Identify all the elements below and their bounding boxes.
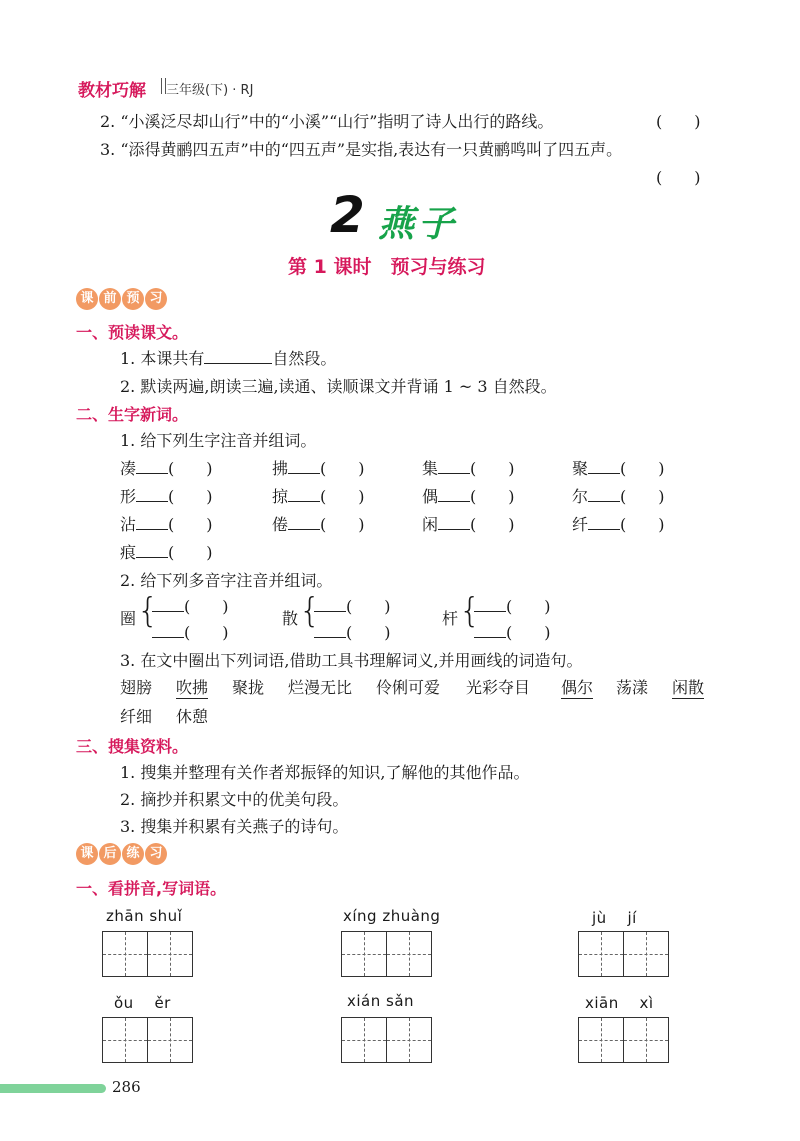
pinyin-prompt: xíng zhuàng: [343, 907, 441, 925]
char-item: [120, 540, 213, 563]
vocab-word: 荡漾: [616, 678, 649, 697]
grid-cell[interactable]: [386, 931, 432, 977]
poly-slot: [474, 594, 551, 617]
grid-cell[interactable]: [341, 931, 387, 977]
word-paren[interactable]: ( ): [320, 487, 365, 506]
vocab-word: 聚拢: [232, 678, 265, 697]
vocab-word: 伶俐可爱: [376, 678, 441, 697]
pinyin-blank[interactable]: [314, 597, 346, 612]
char-item: [572, 512, 665, 535]
grid-cell[interactable]: [623, 1017, 669, 1063]
char-item: [572, 484, 665, 507]
writing-grid[interactable]: [341, 1017, 431, 1063]
sec2-q3: 3. 在文中圈出下列词语,借助工具书理解词义,并用画线的词造句。: [120, 651, 583, 670]
char: 纤: [572, 515, 589, 534]
word-paren[interactable]: ( ): [506, 597, 551, 616]
word-paren[interactable]: ( ): [168, 487, 213, 506]
word-paren[interactable]: ( ): [168, 459, 213, 478]
writing-grid[interactable]: [578, 931, 668, 977]
pinyin-blank[interactable]: [288, 459, 320, 474]
char: 沾: [120, 515, 137, 534]
pinyin-blank[interactable]: [288, 487, 320, 502]
word-paren[interactable]: ( ): [184, 623, 229, 642]
badge-char: 课: [76, 288, 98, 310]
brace-icon: {: [299, 591, 321, 631]
answer-paren[interactable]: ( ): [656, 112, 701, 131]
char: 聚: [572, 459, 589, 478]
word-paren[interactable]: ( ): [506, 623, 551, 642]
badge-char: 课: [76, 843, 98, 865]
pinyin-blank[interactable]: [588, 459, 620, 474]
pinyin-blank[interactable]: [474, 623, 506, 638]
pinyin-prompt: ǒu ěr: [114, 994, 171, 1012]
sec1-q1: [120, 346, 336, 369]
book-grade: 三年级(下) · RJ: [166, 83, 254, 98]
char: 痕: [120, 543, 137, 562]
brace-icon: {: [137, 591, 159, 631]
writing-grid[interactable]: [102, 931, 192, 977]
badge-char: 练: [122, 843, 144, 865]
poly-slot: [474, 620, 551, 643]
lesson-title: 燕子: [378, 204, 459, 245]
section-pinyin-title: 一、看拼音,写词语。: [76, 879, 227, 898]
writing-grid[interactable]: [578, 1017, 668, 1063]
char-item: [120, 512, 213, 535]
word-paren[interactable]: ( ): [470, 487, 515, 506]
pinyin-blank[interactable]: [314, 623, 346, 638]
sec1-q2: 2. 默读两遍,朗读三遍,读通、读顺课文并背诵 1 ~ 3 自然段。: [120, 377, 557, 396]
page-number: 286: [112, 1078, 141, 1096]
char-item: [272, 456, 365, 479]
lesson-subtitle: 第 1 课时 预习与练习: [288, 256, 486, 278]
grid-cell[interactable]: [578, 1017, 624, 1063]
char-item: [422, 456, 515, 479]
word-paren[interactable]: ( ): [470, 515, 515, 534]
pinyin-blank[interactable]: [288, 515, 320, 530]
prev-question-2: 2. “小溪泛尽却山行”中的“小溪”“山行”指明了诗人出行的路线。: [100, 112, 554, 131]
word-paren[interactable]: ( ): [346, 623, 391, 642]
vocab-word: 纤细: [120, 707, 153, 726]
word-paren[interactable]: ( ): [620, 459, 665, 478]
vocab-word-underlined: 偶尔: [561, 675, 593, 699]
pinyin-prompt: jù jí: [592, 909, 637, 927]
writing-grid[interactable]: [341, 931, 431, 977]
section-new-words-title: 二、生字新词。: [76, 405, 189, 424]
vocab-word-underlined: 闲散: [672, 675, 704, 699]
grid-cell[interactable]: [578, 931, 624, 977]
poly-slot: [314, 620, 391, 643]
badge-char: 后: [99, 843, 121, 865]
pinyin-blank[interactable]: [136, 459, 168, 474]
pinyin-blank[interactable]: [438, 515, 470, 530]
word-paren[interactable]: ( ): [320, 459, 365, 478]
word-paren[interactable]: ( ): [320, 515, 365, 534]
sec1-q1-text-end: 自然段。: [272, 349, 337, 368]
word-paren[interactable]: ( ): [168, 543, 213, 562]
grid-cell[interactable]: [102, 1017, 148, 1063]
pinyin-blank[interactable]: [474, 597, 506, 612]
answer-paren[interactable]: ( ): [656, 168, 701, 187]
grid-cell[interactable]: [102, 931, 148, 977]
pinyin-blank[interactable]: [136, 543, 168, 558]
char-item: [572, 456, 665, 479]
pinyin-blank[interactable]: [136, 487, 168, 502]
vocab-word: 休憩: [176, 707, 209, 726]
pinyin-blank[interactable]: [438, 459, 470, 474]
sec3-item-2: 2. 摘抄并积累文中的优美句段。: [120, 790, 349, 809]
char: 倦: [272, 515, 289, 534]
grid-cell[interactable]: [341, 1017, 387, 1063]
word-paren[interactable]: ( ): [346, 597, 391, 616]
char: 形: [120, 487, 137, 506]
vocab-word: 烂漫无比: [288, 678, 353, 697]
brace-icon: {: [459, 591, 481, 631]
grid-cell[interactable]: [147, 1017, 193, 1063]
badge-char: 习: [145, 288, 167, 310]
char: 尔: [572, 487, 589, 506]
char: 偶: [422, 487, 439, 506]
char-item: [272, 484, 365, 507]
word-paren[interactable]: ( ): [184, 597, 229, 616]
poly-char: 散: [282, 609, 299, 628]
pinyin-blank[interactable]: [152, 597, 184, 612]
pre-class-badge: [76, 288, 167, 310]
vocab-word: 翅膀: [120, 678, 153, 697]
pinyin-blank[interactable]: [152, 623, 184, 638]
poly-char: 圈: [120, 609, 137, 628]
sec2-q1: 1. 给下列生字注音并组词。: [120, 431, 317, 450]
badge-char: 预: [122, 288, 144, 310]
pinyin-blank[interactable]: [588, 487, 620, 502]
pinyin-prompt: zhān shuǐ: [106, 907, 183, 925]
pinyin-prompt: xiān xì: [585, 994, 654, 1012]
pinyin-blank[interactable]: [588, 515, 620, 530]
section-preread-title: 一、预读课文。: [76, 323, 189, 342]
vocab-word-underlined: 吹拂: [176, 675, 208, 699]
char: 闲: [422, 515, 439, 534]
vocab-word: 光彩夺目: [466, 678, 531, 697]
char-item: [422, 484, 515, 507]
char-item: [272, 512, 365, 535]
pinyin-blank[interactable]: [438, 487, 470, 502]
after-class-badge: [76, 843, 167, 865]
char-item: [422, 512, 515, 535]
char-item: [120, 484, 213, 507]
char: 拂: [272, 459, 289, 478]
pinyin-prompt: xián sǎn: [347, 992, 415, 1010]
sec3-item-3: 3. 搜集并积累有关燕子的诗句。: [120, 817, 349, 836]
word-paren[interactable]: ( ): [470, 459, 515, 478]
answer-blank[interactable]: [204, 349, 272, 364]
sec1-q1-text: 1. 本课共有: [120, 349, 205, 368]
word-paren[interactable]: ( ): [620, 487, 665, 506]
sec2-q2: 2. 给下列多音字注音并组词。: [120, 571, 333, 590]
poly-slot: [152, 620, 229, 643]
poly-char: 杆: [442, 609, 459, 628]
char-item: [120, 456, 213, 479]
word-paren[interactable]: ( ): [620, 515, 665, 534]
word-paren[interactable]: ( ): [168, 515, 213, 534]
lesson-number: 2: [330, 186, 365, 244]
section-collect-title: 三、搜集资料。: [76, 737, 189, 756]
poly-slot: [314, 594, 391, 617]
page-bar: [0, 1084, 106, 1093]
char: 掠: [272, 487, 289, 506]
poly-slot: [152, 594, 229, 617]
sec3-item-1: 1. 搜集并整理有关作者郑振铎的知识,了解他的其他作品。: [120, 763, 530, 782]
book-brand: 教材巧解: [78, 81, 146, 101]
grid-cell[interactable]: [147, 931, 193, 977]
char: 集: [422, 459, 439, 478]
grid-cell[interactable]: [623, 931, 669, 977]
badge-char: 习: [145, 843, 167, 865]
grid-cell[interactable]: [386, 1017, 432, 1063]
badge-char: 前: [99, 288, 121, 310]
writing-grid[interactable]: [102, 1017, 192, 1063]
char: 凑: [120, 459, 137, 478]
pinyin-blank[interactable]: [136, 515, 168, 530]
prev-question-3: 3. “添得黄鹂四五声”中的“四五声”是实指,表达有一只黄鹂鸣叫了四五声。: [100, 140, 623, 159]
